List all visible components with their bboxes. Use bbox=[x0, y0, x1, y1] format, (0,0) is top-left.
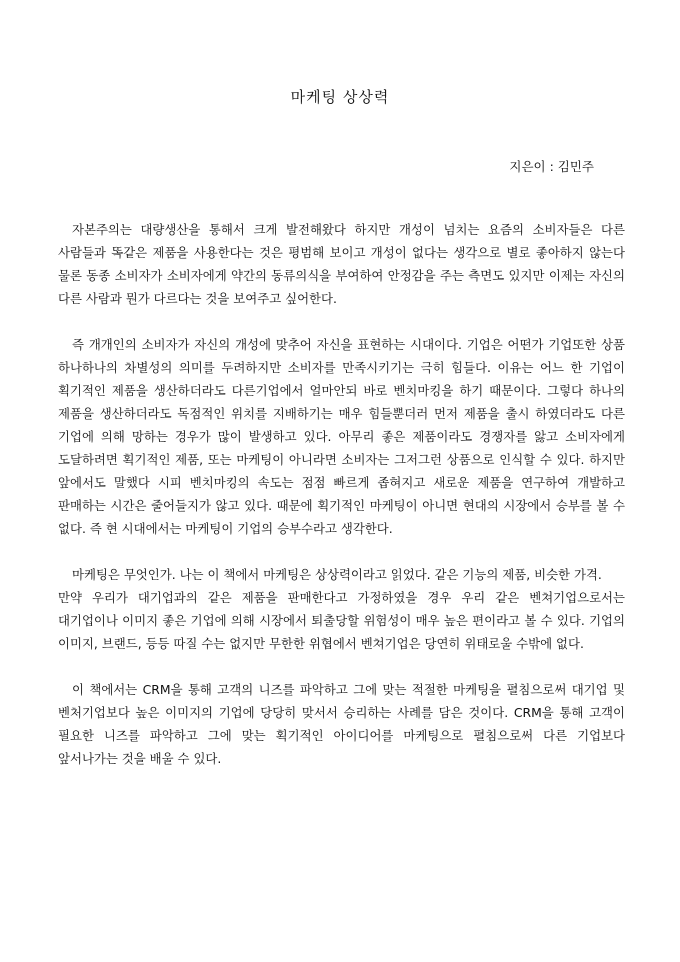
author-line: 지은이 : 김민주 bbox=[509, 159, 594, 174]
paragraph-individual-consumer: 즉 개개인의 소비자가 자신의 개성에 맞추어 자신을 표현하는 시대이다. 기업은 어떤가 기업또한 상품 하나하나의 차별성의 의미를 두려하지만 소비자를 만족시키기는 극히 힘들다. 이유는 어느 한 기업이 획기적인 제품을 생산하더라도 다른기업에서 얼마안되 바로 벤치마킹을 하기 때문이다. 그렇다 하나의 제품을 생산하더라도 독점적인 위치를 지배하기는 매우 힘들뿐더러 먼저 제품을 출시 하였더라도 다른 기업에 의해 망하는 경우가 많이 발생하고 있다. 아무리 좋은 제품이라도 경쟁자를 앓고 소비자에게 도달하려면 획기적인 제품, 또는 마케팅이 아니라면 소비자는 그저그런 상품으로 인식할 수 있다. 하지만 앞에서도 말했다 시피 벤치마킹의 속도는 점점 빠르게 좁혀지고 새로운 제품을 연구하여 개발하고 판매하는 시간은 줄어들지가 않고 있다. 때문에 획기적인 마케팅이 아니면 현대의 시장에서 승부를 볼 수 없다. 즉 현 시대에서는 마케팅이 기업의 승부수라고 생각한다. bbox=[58, 337, 625, 536]
paragraph-venture-risk: 만약 우리가 대기업과의 같은 제품을 판매한다고 가정하였을 경우 우리 같은 벤쳐기업으로서는 대기업이나 이미지 좋은 기업에 의해 시장에서 퇴출당할 위험성이 매우 높은 편이라고 볼 수 있다. 기업의 이미지, 브랜드, 등등 따질 수는 없지만 무한한 위협에서 벤쳐기업은 당연히 위태로울 수밖에 없다. bbox=[58, 590, 625, 651]
paragraph-what-is-marketing: 마케팅은 무엇인가. 나는 이 책에서 마케팅은 상상력이라고 읽었다. 같은 기능의 제품, 비슷한 가격. bbox=[72, 567, 602, 582]
document-title: 마케팅 상상력 bbox=[290, 88, 390, 106]
paragraph-capitalism: 자본주의는 대량생산을 통해서 크게 발전해왔다 하지만 개성이 넘치는 요즘의 소비자들은 다른 사람들과 똑같은 제품을 사용한다는 것은 평범해 보이고 개성이 없다는 생각으로 별로 좋아하지 않는다 물론 동종 소비자가 소비자에게 약간의 동류의식을 부여하여 안정감을 주는 측면도 있지만 이제는 자신의 다른 사람과 뭔가 다르다는 것을 보여주고 싶어한다. bbox=[58, 222, 625, 306]
paragraph-crm: 이 책에서는 CRM을 통해 고객의 니즈를 파악하고 그에 맞는 적절한 마케팅을 펼침으로써 대기업 및 벤처기업보다 높은 이미지의 기업에 당당히 맞서서 승리하는 사례를 담은 것이다. CRM을 통해 고객이 필요한 니즈를 파악하고 그에 맞는 획기적인 아이디어를 마케팅으로 펼침으로써 다른 기업보다 앞서나가는 것을 배울 수 있다. bbox=[58, 682, 625, 766]
document-body bbox=[58, 218, 625, 793]
